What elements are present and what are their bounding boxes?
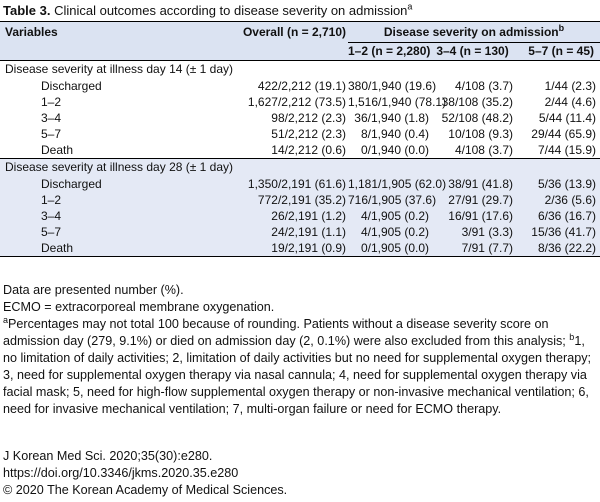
row-name: 3–4 bbox=[41, 110, 62, 125]
citation-block bbox=[3, 448, 287, 499]
table-row bbox=[0, 94, 600, 110]
cell-sev-1-2: 0/1,905 (0.0) bbox=[348, 240, 432, 257]
header-overall: Overall (n = 2,710) bbox=[215, 22, 348, 43]
cell-sev-3-4: 27/91 (29.7) bbox=[448, 192, 513, 207]
cell-sev-1-2: 36/1,940 (1.8) bbox=[354, 110, 429, 125]
header-row-2 bbox=[0, 43, 600, 61]
row-name: Discharged bbox=[41, 78, 102, 93]
table-row bbox=[0, 142, 600, 159]
group-label: Disease severity at illness day 14 (± 1 day) bbox=[0, 61, 600, 79]
table-title: Clinical outcomes according to disease severity on admission bbox=[54, 3, 408, 18]
header-sev-5-7: 5–7 (n = 45) bbox=[528, 44, 594, 58]
row-name: Death bbox=[0, 240, 215, 257]
cell-sev-1-2: 1,181/1,905 (62.0) bbox=[348, 176, 447, 191]
row-name: 3–4 bbox=[41, 208, 62, 223]
table-row bbox=[0, 78, 600, 94]
row-name: 5–7 bbox=[41, 126, 62, 141]
citation-journal: J Korean Med Sci. 2020;35(30):e280. bbox=[3, 449, 213, 463]
header-severity-mark: b bbox=[558, 22, 565, 33]
header-variables: Variables bbox=[0, 22, 215, 43]
cell-overall: 1,627/2,212 (73.5) bbox=[247, 94, 346, 109]
table-notes bbox=[3, 282, 593, 418]
cell-overall: 98/2,212 (2.3) bbox=[271, 110, 346, 125]
header-sev-3-4: 3–4 (n = 130) bbox=[436, 44, 509, 58]
group-label: Disease severity at illness day 28 (± 1 day) bbox=[0, 159, 600, 177]
cell-sev-5-7: 7/44 (15.9) bbox=[537, 142, 596, 157]
cell-sev-1-2: 716/1,905 (37.6) bbox=[348, 192, 437, 207]
group-day14 bbox=[0, 61, 600, 159]
table-caption bbox=[3, 3, 412, 19]
outcomes-table bbox=[0, 21, 600, 257]
cell-sev-3-4: 7/91 (7.7) bbox=[432, 240, 516, 257]
citation-copyright: © 2020 The Korean Academy of Medical Sciences. bbox=[3, 483, 288, 497]
cell-sev-5-7: 15/36 (41.7) bbox=[531, 224, 596, 239]
footnote-a: Percentages may not total 100 because of rounding. Patients without a disease severity score on admission day (279, 9.1%) or died on admission day (2, 0.1%) were also excluded from this analysis; bbox=[3, 317, 570, 348]
cell-sev-1-2: 0/1,940 (0.0) bbox=[360, 142, 429, 157]
row-name: 5–7 bbox=[41, 224, 62, 239]
table-row bbox=[0, 192, 600, 208]
citation-doi[interactable]: https://doi.org/10.3346/jkms.2020.35.e280 bbox=[3, 466, 239, 480]
header-severity-label: Disease severity on admission bbox=[383, 24, 559, 39]
cell-overall: 26/2,191 (1.2) bbox=[271, 208, 346, 223]
table-label: Table 3. bbox=[3, 3, 51, 18]
footnote-a-mark: a bbox=[3, 314, 9, 325]
cell-overall: 24/2,191 (1.1) bbox=[271, 224, 346, 239]
cell-sev-5-7: 8/36 (22.2) bbox=[516, 240, 600, 257]
table-row bbox=[0, 240, 600, 257]
row-name: Discharged bbox=[41, 176, 102, 191]
cell-sev-1-2: 380/1,940 (19.6) bbox=[348, 78, 437, 93]
footnote-b-mark: b bbox=[569, 331, 575, 342]
row-name: 1–2 bbox=[41, 94, 62, 109]
header-row-1 bbox=[0, 22, 600, 43]
header-sev-1-2: 1–2 (n = 2,280) bbox=[348, 44, 431, 58]
cell-sev-3-4: 52/108 (48.2) bbox=[441, 110, 513, 125]
cell-overall: 772/2,191 (35.2) bbox=[257, 192, 346, 207]
cell-sev-3-4: 4/108 (3.7) bbox=[454, 78, 513, 93]
data-note: Data are presented number (%). bbox=[3, 283, 184, 297]
row-name: 1–2 bbox=[41, 192, 62, 207]
group-day28 bbox=[0, 159, 600, 257]
cell-sev-5-7: 29/44 (65.9) bbox=[531, 126, 596, 141]
header-severity-group bbox=[348, 22, 600, 43]
cell-sev-5-7: 1/44 (2.3) bbox=[544, 78, 596, 93]
cell-overall: 1,350/2,191 (61.6) bbox=[247, 176, 346, 191]
cell-overall: 19/2,191 (0.9) bbox=[215, 240, 348, 257]
cell-overall: 422/2,212 (19.1) bbox=[257, 78, 346, 93]
footnote-b: 1, no limitation of daily activities; 2, limitation of daily activities but no need for supplemental oxygen therapy; 3, need for supplemental oxygen therapy via nasal cannula; 4, need for supplemental oxygen therapy via facial mask; 5, need for high-flow supplemental oxygen therapy or non-invasive mechanical ventilation; 6, need for invasive mechanical ventilation; 7, multi-organ failure or need for ECMO therapy. bbox=[3, 334, 592, 416]
cell-sev-1-2: 4/1,905 (0.2) bbox=[360, 208, 429, 223]
cell-sev-1-2: 1,516/1,940 (78.1) bbox=[348, 94, 447, 109]
cell-sev-5-7: 5/36 (13.9) bbox=[537, 176, 596, 191]
table-row bbox=[0, 208, 600, 224]
cell-overall: 14/2,212 (0.6) bbox=[271, 142, 346, 157]
caption-footnote-mark: a bbox=[407, 1, 413, 12]
group-label-row bbox=[0, 159, 600, 177]
abbreviation-note: ECMO = extracorporeal membrane oxygenation. bbox=[3, 300, 275, 314]
cell-sev-3-4: 4/108 (3.7) bbox=[454, 142, 513, 157]
row-name: Death bbox=[41, 142, 74, 157]
cell-sev-3-4: 10/108 (9.3) bbox=[448, 126, 513, 141]
cell-overall: 51/2,212 (2.3) bbox=[271, 126, 346, 141]
cell-sev-3-4: 38/91 (41.8) bbox=[448, 176, 513, 191]
cell-sev-3-4: 16/91 (17.6) bbox=[448, 208, 513, 223]
table-row bbox=[0, 224, 600, 240]
footnote-text bbox=[3, 316, 593, 418]
cell-sev-3-4: 3/91 (3.3) bbox=[461, 224, 513, 239]
cell-sev-5-7: 5/44 (11.4) bbox=[538, 110, 596, 125]
cell-sev-5-7: 2/44 (4.6) bbox=[544, 94, 596, 109]
table-row bbox=[0, 126, 600, 142]
table-row bbox=[0, 176, 600, 192]
cell-sev-5-7: 2/36 (5.6) bbox=[544, 192, 596, 207]
table-row bbox=[0, 110, 600, 126]
group-label-row bbox=[0, 61, 600, 79]
cell-sev-1-2: 4/1,905 (0.2) bbox=[360, 224, 429, 239]
cell-sev-1-2: 8/1,940 (0.4) bbox=[360, 126, 429, 141]
cell-sev-5-7: 6/36 (16.7) bbox=[537, 208, 596, 223]
cell-sev-3-4: 38/108 (35.2) bbox=[441, 94, 513, 109]
